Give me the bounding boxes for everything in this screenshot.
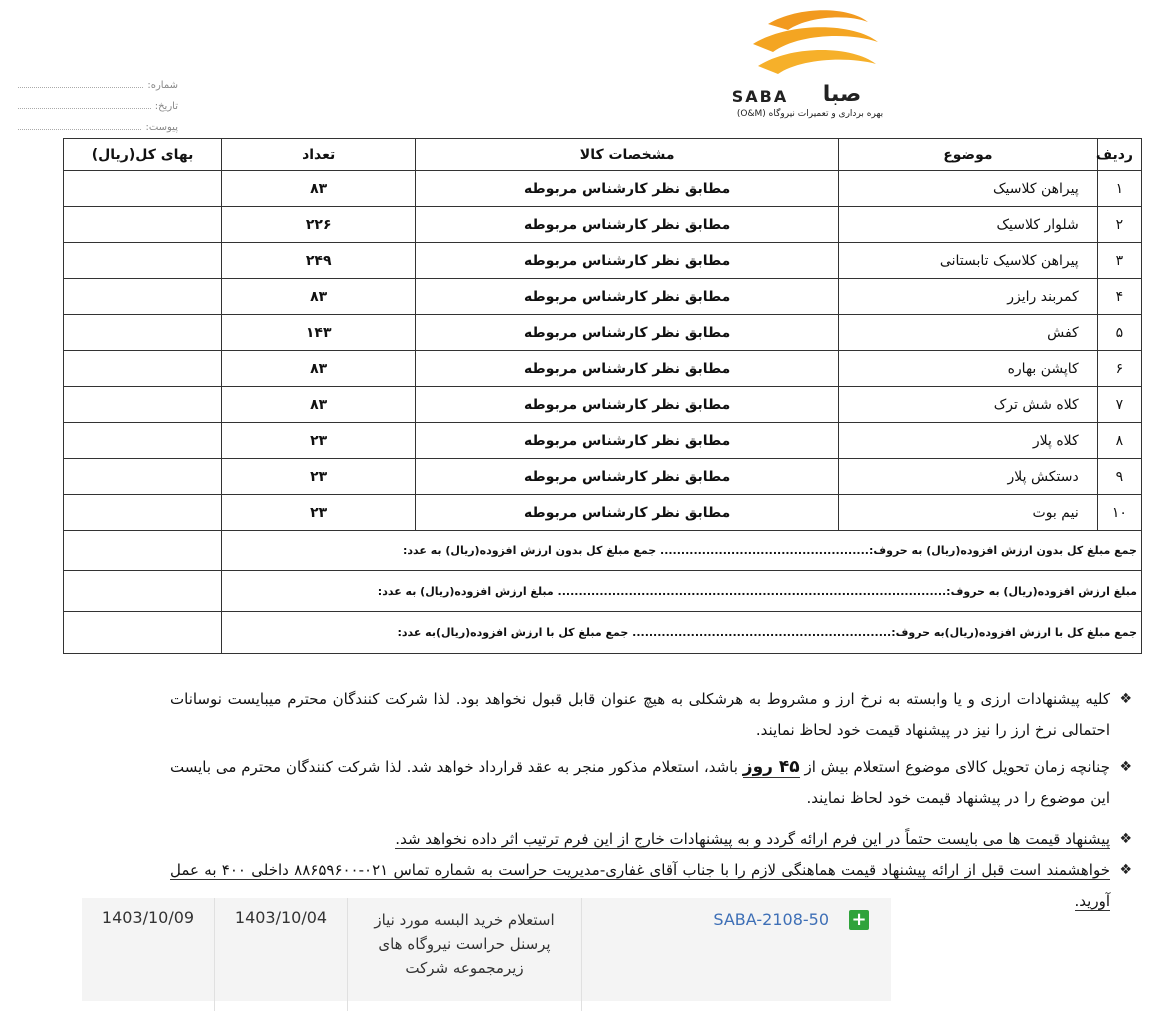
record-code-cell: [582, 898, 891, 1013]
header-spec: مشخصات کالا: [416, 139, 839, 171]
note-form-only-text: پیشنهاد قیمت ها می بایست حتماً در این فرم ارائه گردد و به پیشنهادات خارج از این فرم ترتیب اثر داده نخواهد شد.: [395, 830, 1110, 848]
total-row-vat: [64, 571, 1142, 612]
meta-number-label: شماره:: [147, 80, 178, 91]
row-number: ۵: [1097, 315, 1141, 351]
row-subject: پیراهن کلاسیک تابستانی: [839, 243, 1098, 279]
meta-attachment: [18, 112, 178, 133]
row-qty: ۸۳: [222, 279, 416, 315]
row-price[interactable]: [64, 387, 222, 423]
row-qty: ۲۲۶: [222, 207, 416, 243]
table-row: [64, 279, 1142, 315]
header-subject: موضوع: [839, 139, 1098, 171]
record-start-date: 1403/10/04: [215, 898, 348, 1011]
row-spec: مطابق نظر کارشناس مربوطه: [416, 279, 839, 315]
row-number: ۸: [1097, 423, 1141, 459]
record-end-date: 1403/10/09: [82, 898, 215, 1011]
terms-notes: [170, 684, 1132, 917]
row-spec: مطابق نظر کارشناس مربوطه: [416, 171, 839, 207]
tender-record-row[interactable]: [82, 898, 891, 1001]
row-subject: دستکش پلار: [839, 459, 1098, 495]
total-with-vat-value[interactable]: [64, 612, 222, 654]
total-row-with-vat: [64, 612, 1142, 654]
row-number: ۱: [1097, 171, 1141, 207]
row-subject: کفش: [839, 315, 1098, 351]
table-row: [64, 171, 1142, 207]
diamond-bullet-icon: ❖: [1119, 759, 1132, 775]
row-number: ۱۰: [1097, 495, 1141, 531]
logo-subtitle: بهره برداری و تعمیرات نیروگاه (O&M): [736, 109, 884, 119]
row-spec: مطابق نظر کارشناس مربوطه: [416, 207, 839, 243]
row-spec: مطابق نظر کارشناس مربوطه: [416, 243, 839, 279]
row-qty: ۲۳: [222, 459, 416, 495]
vat-amount-value[interactable]: [64, 571, 222, 612]
row-price[interactable]: [64, 423, 222, 459]
table-header-row: [64, 139, 1142, 171]
row-qty: ۸۳: [222, 351, 416, 387]
header-price: بهای کل(ریال): [64, 139, 222, 171]
meta-attachment-line: [18, 128, 141, 130]
table-row: [64, 207, 1142, 243]
table-row: [64, 387, 1142, 423]
note-delivery-days: ۴۵ روز: [742, 757, 800, 777]
note-delivery-text-b: باشد، استعلام مذکور منجر به عقد قرارداد خواهد شد. لذا شرکت کنندگان محترم می بایست این موضوع را در پیشنهاد قیمت خود لحاظ نمایند.: [170, 758, 1110, 807]
expand-plus-icon[interactable]: +: [849, 910, 869, 930]
row-qty: ۲۴۹: [222, 243, 416, 279]
row-spec: مطابق نظر کارشناس مربوطه: [416, 315, 839, 351]
row-qty: ۸۳: [222, 171, 416, 207]
meta-number-line: [18, 86, 143, 88]
row-price[interactable]: [64, 495, 222, 531]
row-spec: مطابق نظر کارشناس مربوطه: [416, 495, 839, 531]
row-subject: کمربند رایزر: [839, 279, 1098, 315]
table-row: [64, 243, 1142, 279]
header-row-number: ردیف: [1097, 139, 1141, 171]
record-code-link[interactable]: SABA-2108-50: [713, 910, 829, 929]
row-number: ۹: [1097, 459, 1141, 495]
row-qty: ۱۴۳: [222, 315, 416, 351]
logo-latin: SABA: [731, 87, 789, 106]
row-number: ۳: [1097, 243, 1141, 279]
row-number: ۲: [1097, 207, 1141, 243]
total-row-without-vat: [64, 531, 1142, 571]
table-row: [64, 459, 1142, 495]
row-price[interactable]: [64, 351, 222, 387]
row-number: ۴: [1097, 279, 1141, 315]
table-row: [64, 495, 1142, 531]
row-subject: کاپشن بهاره: [839, 351, 1098, 387]
record-title: استعلام خرید البسه مورد نیاز پرسنل حراست نیروگاه های زیرمجموعه شرکت: [348, 898, 582, 1011]
row-spec: مطابق نظر کارشناس مربوطه: [416, 423, 839, 459]
logo-persian: صبا: [822, 82, 862, 107]
row-price[interactable]: [64, 207, 222, 243]
meta-date-line: [18, 107, 151, 109]
row-number: ۷: [1097, 387, 1141, 423]
row-qty: ۸۳: [222, 387, 416, 423]
note-currency-text: کلیه پیشنهادات ارزی و یا وابسته به نرخ ارز و مشروط به هرشکلی به هیچ عنوان قابل قبول نخواهد بود. لذا شرکت کنندگان محترم میبایست نوسانات احتمالی نرخ ارز را نیز در پیشنهاد قیمت خود لحاظ نمایند.: [170, 690, 1110, 739]
meta-date: [18, 91, 178, 112]
note-delivery-text-a: چنانچه زمان تحویل کالای موضوع استعلام بیش از: [804, 758, 1110, 776]
row-subject: کلاه پلار: [839, 423, 1098, 459]
meta-number: [18, 70, 178, 91]
row-spec: مطابق نظر کارشناس مربوطه: [416, 351, 839, 387]
diamond-bullet-icon: ❖: [1119, 831, 1132, 847]
note-delivery: [170, 752, 1132, 814]
row-qty: ۲۳: [222, 495, 416, 531]
row-spec: مطابق نظر کارشناس مربوطه: [416, 459, 839, 495]
note-form-only: [170, 824, 1132, 855]
total-without-vat-text: جمع مبلغ کل بدون ارزش افزوده(ریال) به حروف:.................................................. جمع مبلغ کل بدون ارزش افزوده(ریال) به عدد:: [222, 531, 1142, 571]
note-currency: [170, 684, 1132, 746]
row-price[interactable]: [64, 171, 222, 207]
table-row: [64, 423, 1142, 459]
diamond-bullet-icon: ❖: [1119, 862, 1132, 878]
diamond-bullet-icon: ❖: [1119, 691, 1132, 707]
total-with-vat-text: جمع مبلغ کل با ارزش افزوده(ریال)به حروف:.............................................................. جمع مبلغ کل با ارزش افزوده(ریال)به عدد:: [222, 612, 1142, 654]
row-subject: پیراهن کلاسیک: [839, 171, 1098, 207]
row-subject: نیم بوت: [839, 495, 1098, 531]
table-row: [64, 351, 1142, 387]
row-qty: ۲۳: [222, 423, 416, 459]
row-subject: شلوار کلاسیک: [839, 207, 1098, 243]
letter-meta: [18, 70, 178, 133]
row-subject: کلاه شش ترک: [839, 387, 1098, 423]
header-qty: تعداد: [222, 139, 416, 171]
total-without-vat-value[interactable]: [64, 531, 222, 571]
row-number: ۶: [1097, 351, 1141, 387]
row-spec: مطابق نظر کارشناس مربوطه: [416, 387, 839, 423]
note-contact-text: خواهشمند است قبل از ارائه پیشنهاد قیمت هماهنگی لازم را با جناب آقای غفاری-مدیریت حراست به شماره تماس ۰۲۱-۸۸۶۵۹۶۰۰ داخلی ۴۰۰ به عمل آورید.: [170, 861, 1110, 910]
row-price[interactable]: [64, 315, 222, 351]
row-price[interactable]: [64, 243, 222, 279]
row-price[interactable]: [64, 279, 222, 315]
meta-attachment-label: پیوست:: [145, 122, 178, 133]
table-row: [64, 315, 1142, 351]
meta-date-label: تاریخ:: [154, 101, 178, 112]
items-table: [63, 138, 1142, 654]
vat-amount-text: مبلغ ارزش افزوده(ریال) به حروف:............................................................................................. مبلغ ارزش افزوده(ریال) به عدد:: [222, 571, 1142, 612]
row-price[interactable]: [64, 459, 222, 495]
